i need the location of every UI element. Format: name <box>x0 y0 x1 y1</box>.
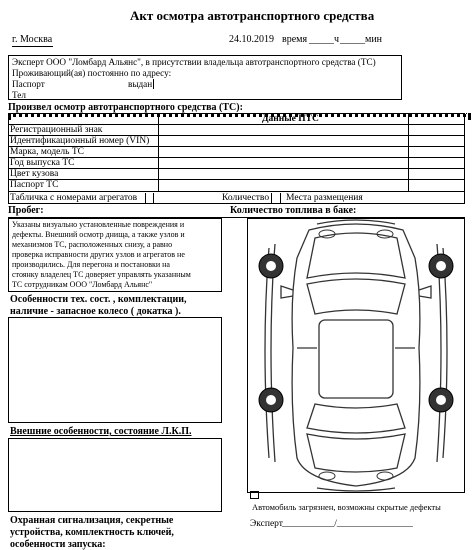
time-hours-field[interactable]: _____ч <box>309 34 340 45</box>
notice-line: ТС сотрудникам ООО "Ломбард Альянс" <box>12 280 153 289</box>
security-heading: Охранная сигнализация, секретные <box>10 515 174 526</box>
security-heading-3: особенности запуска: <box>10 539 106 550</box>
year-label: Год выпуска ТС <box>10 158 75 168</box>
pts-row-line <box>8 191 465 192</box>
features-heading: Особенности тех. сост. , комплектации, <box>10 294 187 305</box>
notice-line: дефекты. Внешний осмотр днища, а также узлов и <box>12 230 185 239</box>
fuel-label: Количество топлива в баке: <box>230 205 357 216</box>
pts-row-line <box>8 157 465 158</box>
pts-header: Данные ПТС <box>262 114 319 124</box>
pts-row-line <box>8 179 465 180</box>
vehicle-passport-label: Паспорт ТС <box>10 180 59 190</box>
security-heading-2: устройства, комплектность ключей, <box>10 527 174 538</box>
passport-label: Паспорт <box>12 79 45 89</box>
plates-checkbox-left <box>145 193 146 203</box>
phone-label: Тел <box>12 90 26 100</box>
plates-checkbox-right <box>153 193 154 203</box>
time-label: время <box>282 34 308 45</box>
document-title: Акт осмотра автотранспортного средства <box>130 8 375 23</box>
address-label: Проживающий(ая) постоянно по адресу: <box>12 68 172 78</box>
expert-presence-text: Эксперт ООО "Ломбард Альянс", в присутствии владельца автотранспортного средства (ТС) <box>12 57 376 67</box>
notice-line: производились. Для перегона и постановки на <box>12 260 170 269</box>
notice-line: Указаны визуально установленные повреждения и <box>12 220 185 229</box>
exterior-input-area[interactable] <box>8 438 222 512</box>
notice-line: стоянку владелец ТС доверяет управлять указанным <box>12 270 191 279</box>
exterior-heading: Внешние особенности, состояние Л.К.П. <box>10 426 192 437</box>
expert-signature-field[interactable]: ___________/________________ <box>282 519 413 529</box>
make-model-label: Марка, модель ТС <box>10 147 84 157</box>
features-input-area[interactable] <box>8 317 222 423</box>
notice-line: проверка исправности других узлов и агрегатов не <box>12 250 185 259</box>
placement-label: Места размещения <box>286 193 363 203</box>
date-value: 24.10.2019 <box>229 34 274 45</box>
dirty-checkbox[interactable] <box>250 491 259 499</box>
car-top-view-diagram <box>247 218 465 493</box>
quantity-checkbox-right <box>280 193 281 203</box>
features-heading-2: наличие - запасное колесо ( докатка ). <box>10 306 181 317</box>
quantity-label: Количество <box>222 193 270 203</box>
expert-signature-label: Эксперт <box>250 519 283 529</box>
issued-label: выдан <box>128 79 153 89</box>
reg-plate-label: Регистрационный знак <box>10 125 103 135</box>
city-label: г. Москва <box>12 34 53 45</box>
mileage-label: Пробег: <box>8 205 44 216</box>
dirty-note: Автомобиль загрязнен, возможны скрытые дефекты <box>252 502 441 512</box>
pts-row-line <box>8 168 465 169</box>
time-minutes-field[interactable]: _____мин <box>340 34 383 45</box>
vin-label: Идентификационный номер (VIN) <box>10 136 150 146</box>
issued-cursor <box>153 79 154 89</box>
notice-line: механизмов ТС, расположенных снизу, а равно <box>12 240 173 249</box>
city-underline <box>12 46 53 47</box>
quantity-checkbox-left <box>271 193 272 203</box>
plates-label: Табличка с номерами агрегатов <box>10 193 138 203</box>
inspection-heading: Произвел осмотр автотранспортного средства (ТС): <box>8 102 243 113</box>
body-color-label: Цвет кузова <box>10 169 59 179</box>
